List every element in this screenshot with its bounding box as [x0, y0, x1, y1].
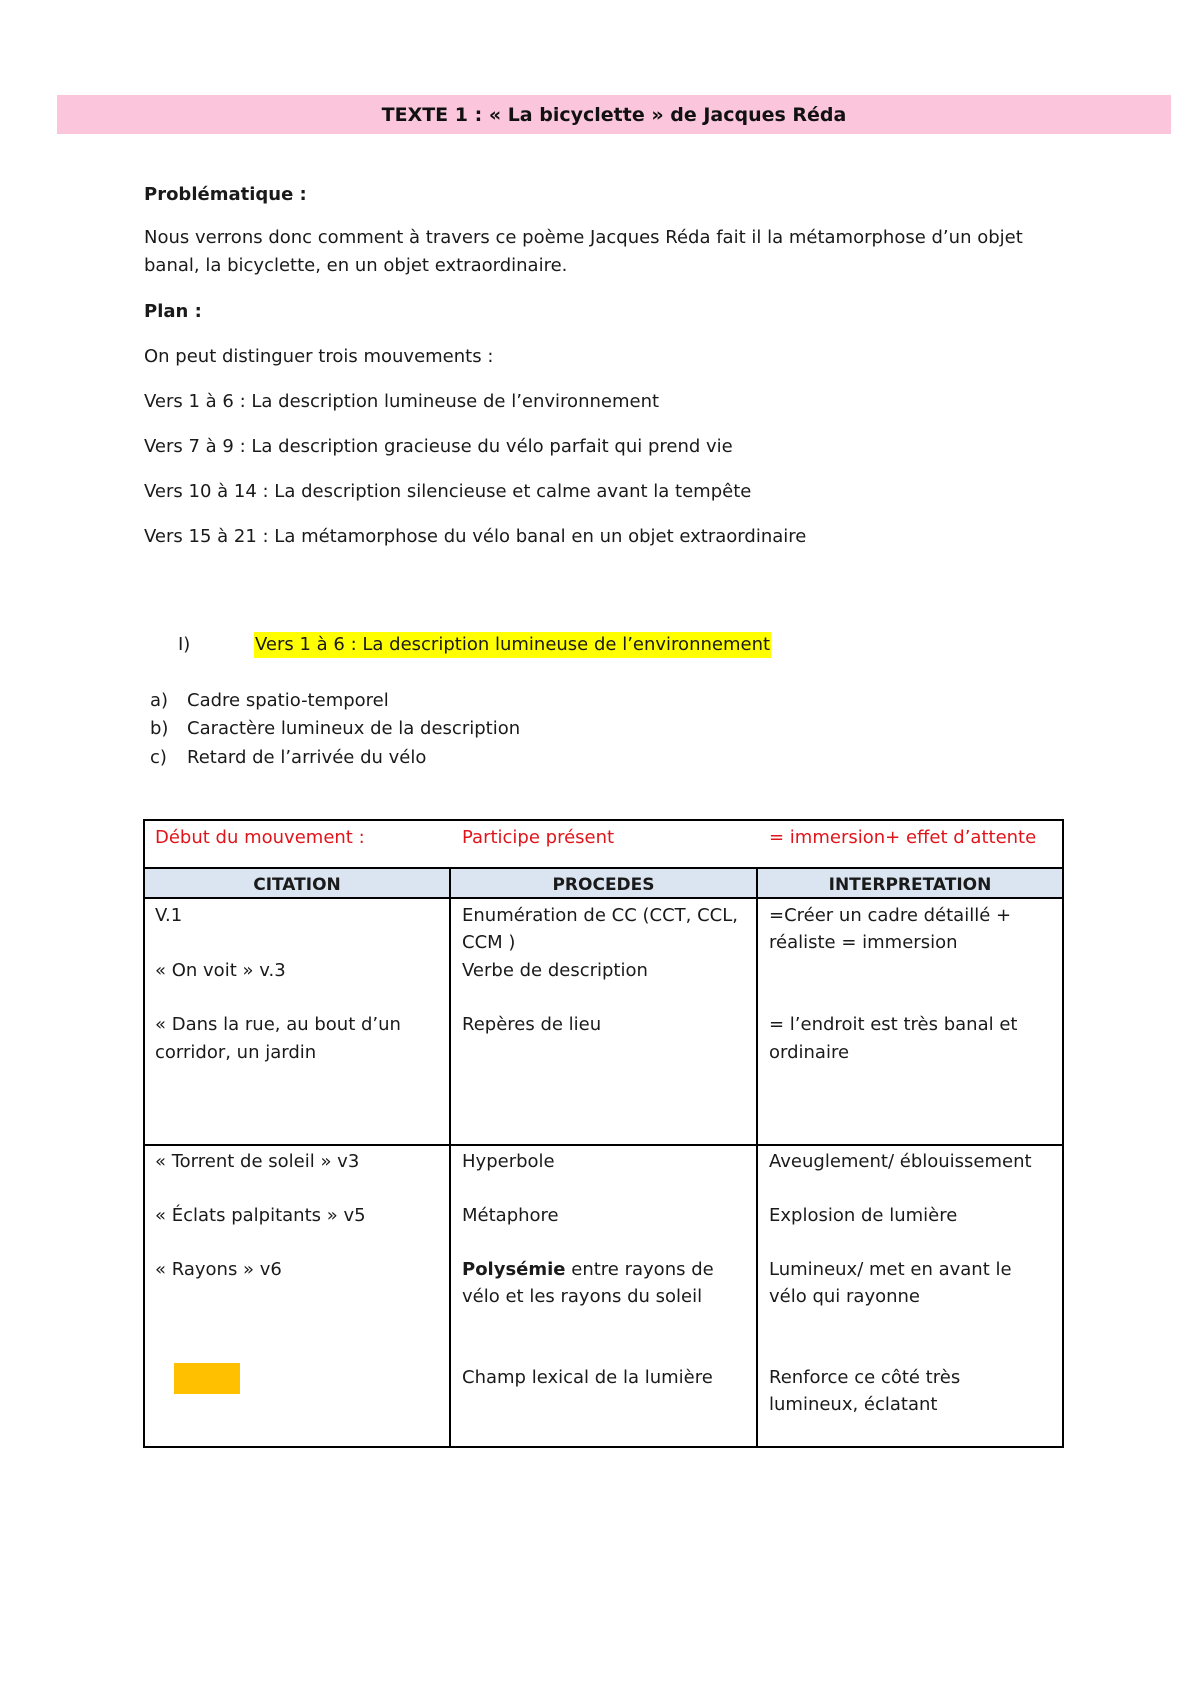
document-title: TEXTE 1 : « La bicyclette » de Jacques Réda — [381, 103, 847, 126]
plan-item-text: La description lumineuse de l’environnement — [245, 391, 660, 412]
row1-interpretation-line: ordinaire — [769, 1042, 850, 1063]
plan-label: Plan : — [144, 301, 202, 322]
row2-procede-line: vélo et les rayons du soleil — [462, 1286, 703, 1307]
table-column-divider — [756, 867, 758, 1448]
subsection-c — [150, 744, 426, 772]
plan-item-range: Vers 10 à 14 : — [144, 481, 269, 502]
row2-interpretation-line: Explosion de lumière — [769, 1205, 958, 1226]
table-border-right — [1062, 819, 1064, 1448]
section-heading — [178, 632, 771, 658]
row1-citation-line: « On voit » v.3 — [155, 960, 286, 981]
subsection-a — [150, 687, 389, 715]
table-rule — [143, 867, 1064, 869]
table-border-left — [143, 819, 145, 1448]
plan-item-text: La description silencieuse et calme avant la tempête — [268, 481, 752, 502]
subsection-text: Caractère lumineux de la description — [187, 718, 521, 739]
row2-interpretation-line: Lumineux/ met en avant le — [769, 1259, 1012, 1280]
plan-item-3 — [144, 477, 751, 506]
row2-procede-line: Hyperbole — [462, 1151, 555, 1172]
table-column-divider — [449, 867, 451, 1448]
table-border-bottom — [143, 1446, 1064, 1448]
row2-interpretation-line: Renforce ce côté très — [769, 1367, 961, 1388]
problematique-label: Problématique : — [144, 184, 307, 205]
intro-cell-3: = immersion+ effet d’attente — [769, 827, 1037, 848]
title-banner — [57, 95, 1171, 134]
plan-item-range: Vers 7 à 9 : — [144, 436, 246, 457]
row1-procede-line: CCM ) — [462, 932, 516, 953]
row1-citation-line: « Dans la rue, au bout d’un — [155, 1014, 401, 1035]
section-title: La description lumineuse de l’environnement — [356, 634, 771, 655]
plan-intro: On peut distinguer trois mouvements : — [144, 346, 494, 367]
row1-procede-line: Verbe de description — [462, 960, 648, 981]
plan-item-1 — [144, 387, 659, 416]
plan-item-range: Vers 1 à 6 : — [144, 391, 246, 412]
table-border-top — [143, 819, 1064, 821]
subsection-text: Cadre spatio-temporel — [187, 690, 389, 711]
subsection-label: a) — [150, 690, 169, 711]
row1-procede-line: Repères de lieu — [462, 1014, 602, 1035]
plan-item-text: La métamorphose du vélo banal en un objet extraordinaire — [268, 526, 807, 547]
plan-item-4 — [144, 522, 806, 551]
row2-interpretation-line: Aveuglement/ éblouissement — [769, 1151, 1032, 1172]
intro-cell-2: Participe présent — [462, 827, 615, 848]
header-citation: CITATION — [253, 875, 341, 895]
section-range: Vers 1 à 6 : — [255, 634, 357, 655]
table-rule — [143, 897, 1064, 899]
plan-item-2 — [144, 432, 733, 461]
section-title-highlight — [254, 632, 771, 658]
header-procedes: PROCEDES — [552, 875, 655, 895]
orange-highlight-swatch — [174, 1363, 240, 1394]
row2-procede-line: Champ lexical de la lumière — [462, 1367, 713, 1388]
row1-procede-line: Enumération de CC (CCT, CCL, — [462, 905, 738, 926]
row1-citation-line: corridor, un jardin — [155, 1042, 317, 1063]
table-rule — [143, 1144, 1064, 1146]
row2-citation-line: « Rayons » v6 — [155, 1259, 282, 1280]
problematique-line-2: banal, la bicyclette, en un objet extraordinaire. — [144, 255, 568, 276]
row2-citation-line: « Torrent de soleil » v3 — [155, 1151, 360, 1172]
row1-interpretation-line: = l’endroit est très banal et — [769, 1014, 1018, 1035]
row2-procede-line — [462, 1256, 714, 1283]
polysemie-term: Polysémie — [462, 1259, 566, 1280]
row1-interpretation-line: réaliste = immersion — [769, 932, 958, 953]
row2-interpretation-line: vélo qui rayonne — [769, 1286, 921, 1307]
intro-cell-1: Début du mouvement : — [155, 827, 365, 848]
row1-citation-line: V.1 — [155, 905, 183, 926]
problematique-line-1: Nous verrons donc comment à travers ce poème Jacques Réda fait il la métamorphose d’un objet — [144, 227, 1023, 248]
subsection-label: c) — [150, 747, 167, 768]
plan-item-text: La description gracieuse du vélo parfait qui prend vie — [245, 436, 733, 457]
subsection-b — [150, 715, 520, 743]
plan-item-range: Vers 15 à 21 : — [144, 526, 269, 547]
subsection-label: b) — [150, 718, 169, 739]
header-interpretation: INTERPRETATION — [828, 875, 992, 895]
row2-interpretation-line: lumineux, éclatant — [769, 1394, 938, 1415]
row2-citation-line: « Éclats palpitants » v5 — [155, 1205, 366, 1226]
section-number: I) — [178, 634, 191, 655]
row2-procede-line: Métaphore — [462, 1205, 559, 1226]
subsection-text: Retard de l’arrivée du vélo — [187, 747, 427, 768]
row1-interpretation-line: =Créer un cadre détaillé + — [769, 905, 1012, 926]
polysemie-rest: entre rayons de — [565, 1259, 714, 1280]
